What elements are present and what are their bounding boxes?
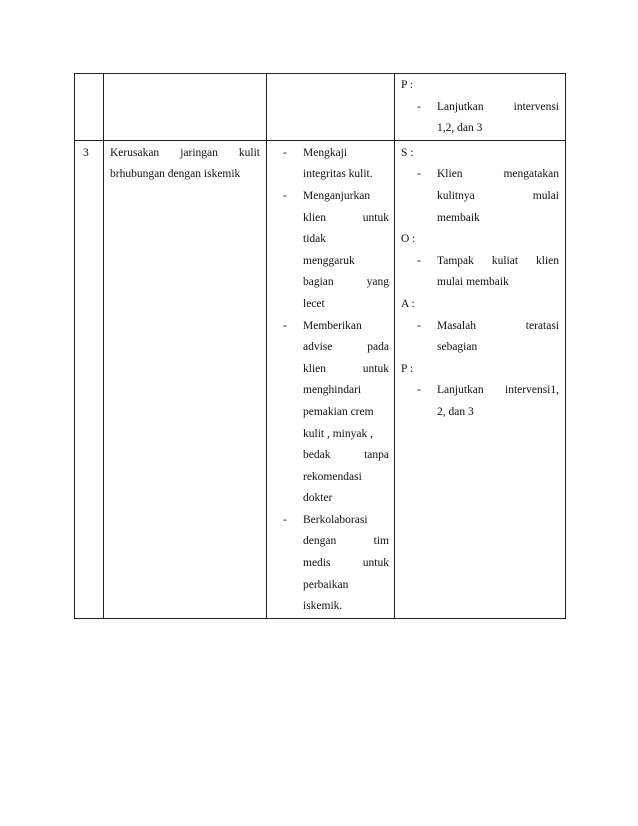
text-line: pemakian crem [303,405,374,418]
intervention-item [283,143,389,186]
number-cell [75,140,104,618]
dash-bullet: - [417,254,421,267]
soap-item [401,380,559,423]
text-line: iskemik. [303,600,343,613]
text-line: 2, dan 3 [437,405,474,418]
dash-bullet: - [283,319,287,332]
text-line: dokter [303,492,333,505]
evaluation-cell [395,140,566,618]
text-line: Lanjutkan intervensi1, [437,384,559,397]
row-number: 3 [83,146,89,159]
intervention-cell [267,140,395,618]
text-line: lecet [303,297,325,310]
text-line: bagian yang [303,276,389,289]
soap-label-a: A : [401,297,415,310]
dash-bullet: - [417,384,421,397]
intervention-item [283,186,389,316]
soap-item [401,316,559,359]
text-line: mulai membaik [437,276,509,289]
nursing-evaluation-table [74,73,566,619]
text-line: kulitnya mulai [437,189,559,202]
text-line: perbaikan [303,578,349,591]
intervention-cell [267,74,395,141]
text-line: Berkolaborasi [303,513,368,526]
intervention-item [283,510,389,618]
text-line: dengan tim [303,535,389,548]
number-cell [75,74,104,141]
text-line: bedak tanpa [303,449,389,462]
text-line: klien untuk [303,362,389,375]
soap-label-p: P : [401,79,414,91]
dash-bullet: - [417,168,421,181]
text-line: 1,2, dan 3 [437,122,483,135]
text-line: Memberikan [303,319,362,332]
intervention-item [283,316,389,510]
text-line: tidak [303,233,326,246]
text-line: Mengkaji [303,146,348,159]
text-line: rekomendasi [303,470,362,483]
text-line: Lanjutkan intervensi [437,100,559,113]
soap-item [401,164,559,229]
soap-item [401,251,559,294]
dash-bullet: - [283,513,287,526]
diagnosis-line: brhubungan dengan iskemik [110,168,241,181]
diagnosis-line: Kerusakan jaringan kulit [110,146,260,159]
dash-bullet: - [417,100,421,113]
text-line: menggaruk [303,254,355,267]
text-line: klien untuk [303,211,389,224]
table-row [75,140,566,618]
table-row [75,74,566,141]
text-line: menghindari [303,384,362,397]
soap-item [401,97,559,140]
text-line: membaik [437,211,480,224]
diagnosis-cell [104,74,267,141]
text-line: Klien mengatakan [437,168,559,181]
text-line: medis untuk [303,557,389,570]
diagnosis-cell [104,140,267,618]
text-line: advise pada [303,341,389,354]
soap-label-o: O : [401,233,416,246]
text-line: sebagian [437,341,478,354]
text-line: integritas kulit. [303,168,373,181]
soap-label-p: P : [401,362,414,375]
dash-bullet: - [283,146,287,159]
text-line: Masalah teratasi [437,319,559,332]
dash-bullet: - [417,319,421,332]
dash-bullet: - [283,189,287,202]
text-line: kulit , minyak , [303,427,373,440]
soap-label-s: S : [401,146,414,159]
text-line: Tampak kuliat klien [437,254,559,267]
text-line: Menganjurkan [303,189,371,202]
evaluation-cell [395,74,566,141]
